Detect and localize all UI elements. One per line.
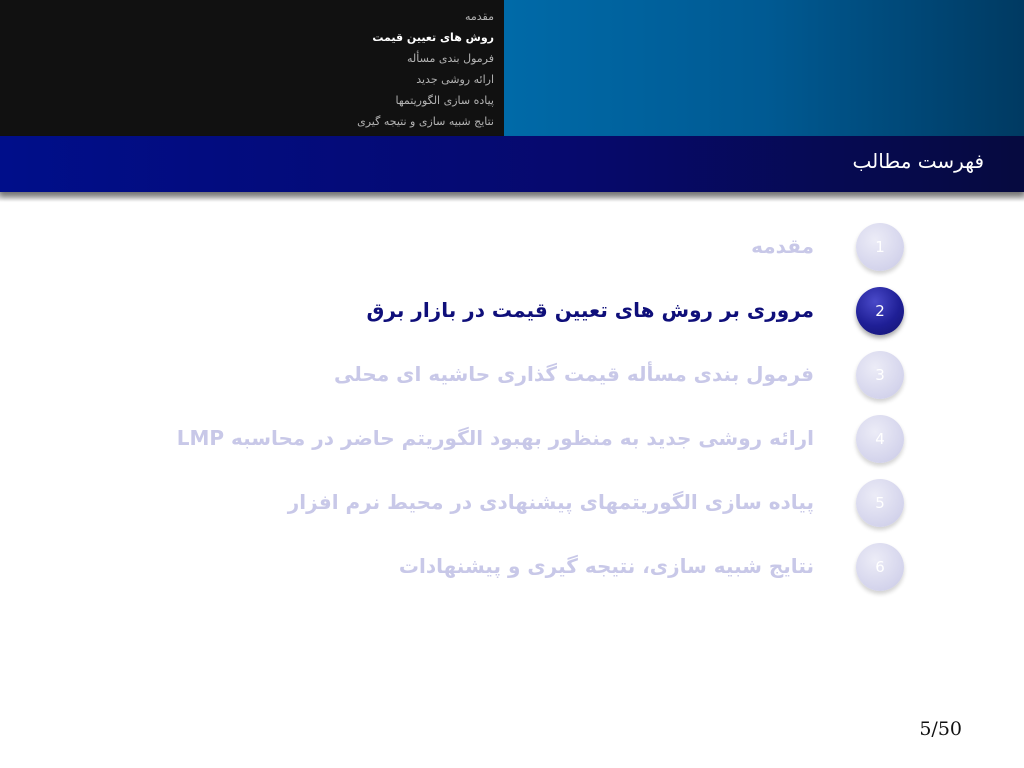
toc-item-6[interactable] [0, 540, 1024, 604]
frame-title: فهرست مطالب [852, 149, 984, 173]
header-nav-item-new-method[interactable]: ارائه روشی جدید [416, 73, 494, 86]
toc-item-5[interactable] [0, 476, 1024, 540]
toc-item-label: فرمول بندی مسأله قیمت گذاری حاشیه ای محلی [334, 362, 814, 386]
toc-item-1[interactable] [0, 220, 1024, 284]
header-navigation [0, 0, 504, 136]
table-of-contents [0, 220, 1024, 604]
toc-number-badge: 6 [856, 543, 904, 591]
header-nav-item-introduction[interactable]: مقدمه [464, 10, 494, 23]
toc-number-badge: 3 [856, 351, 904, 399]
toc-item-label: مروری بر روش های تعیین قیمت در بازار برق [366, 298, 814, 322]
title-bar-shadow [0, 192, 1024, 202]
toc-item-label: نتایج شبیه سازی، نتیجه گیری و پیشنهادات [398, 554, 814, 578]
page-number: 5/50 [919, 718, 962, 740]
header-nav-item-simulation-results[interactable]: نتایج شبیه سازی و نتیجه گیری [357, 115, 494, 128]
toc-number-badge: 2 [856, 287, 904, 335]
header-nav-item-pricing-methods[interactable]: روش های تعیین قیمت [372, 31, 494, 44]
toc-item-label: پیاده سازی الگوریتمهای پیشنهادی در محیط نرم افزار [287, 490, 814, 514]
toc-number-badge: 5 [856, 479, 904, 527]
header-nav-item-algorithm-implementation[interactable]: پیاده سازی الگوریتمها [395, 94, 494, 107]
toc-item-2[interactable] [0, 284, 1024, 348]
toc-item-label: ارائه روشی جدید به منظور بهبود الگوریتم حاضر در محاسبه LMP [176, 426, 814, 450]
toc-number-badge: 1 [856, 223, 904, 271]
toc-number-badge: 4 [856, 415, 904, 463]
toc-item-4[interactable] [0, 412, 1024, 476]
toc-item-label: مقدمه [751, 234, 814, 258]
header-nav-item-problem-formulation[interactable]: فرمول بندی مسأله [407, 52, 494, 65]
frame-title-bar [0, 136, 1024, 192]
toc-item-3[interactable] [0, 348, 1024, 412]
header-logo-area [504, 0, 1024, 136]
